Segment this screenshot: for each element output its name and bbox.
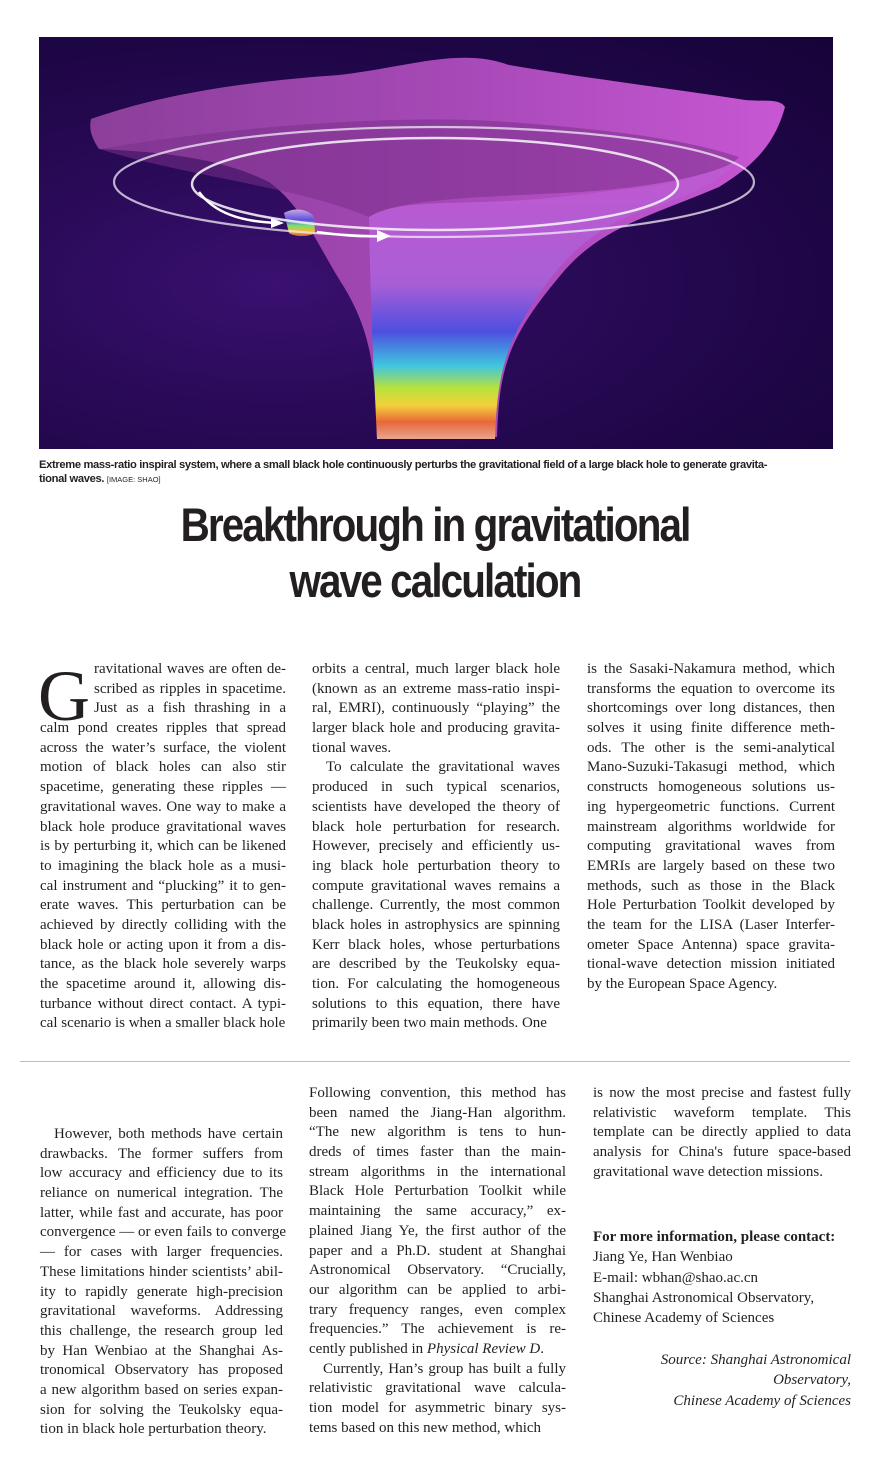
contact-block — [593, 1227, 853, 1328]
article-line: — for cases with larger frequencies. — [40, 1244, 283, 1261]
article-line: erate waves. This perturbation can be — [40, 897, 286, 914]
article-line: latter, while fast and accurate, has poor — [40, 1204, 283, 1221]
article-column-5 — [309, 1084, 566, 1438]
article-line: scientists have developed the theory of — [312, 798, 560, 815]
article-line: challenge. Currently, the most common — [312, 897, 560, 914]
source-credit — [593, 1350, 851, 1411]
article-line: ing hypergeometric functions. Current — [587, 798, 835, 815]
article-column-4 — [40, 1125, 287, 1440]
article-line: tion model for asymmetric binary sys- — [309, 1400, 566, 1416]
headline — [61, 497, 809, 609]
caption-text: Extreme mass-ratio inspiral system, where a small black hole continuously perturbs the gravitational field of a large black hole to generate gravita- — [39, 459, 768, 471]
article-line: calm pond creates ripples that spread — [40, 720, 286, 737]
article-line: tance, as the black hole severely warps — [40, 956, 286, 973]
article-line: is the Sasaki-Nakamura method, which — [587, 661, 835, 677]
headline-line-2: wave calculation — [289, 554, 581, 607]
article-line: achieved by directly colliding with the — [40, 916, 286, 933]
article-line: gravitational wave detection missions. — [593, 1163, 823, 1180]
article-line: ing black hole perturbation theory to — [312, 857, 560, 874]
article-line: gravitational waveforms. Addressing — [40, 1303, 283, 1320]
article-line: “The new algorithm is tens to hun- — [309, 1124, 566, 1141]
article-line: cently published in Physical Review D. — [309, 1340, 544, 1357]
article-line: larger black hole and producing gravita- — [312, 720, 560, 737]
article-line: Hole Perturbation Toolkit developed by — [587, 897, 835, 914]
article-column-2 — [312, 660, 560, 1034]
article-line: to imagining the black hole as a musi- — [40, 857, 286, 874]
article-line: trary frequency ranges, even complex — [309, 1301, 566, 1318]
article-line: ity to rapidly generate high-precision — [40, 1283, 283, 1300]
article-line: cal scenario is when a smaller black hole — [40, 1015, 286, 1032]
article-line: frequencies.” The achievement is re- — [309, 1321, 566, 1338]
contact-names: Jiang Ye, Han Wenbiao — [593, 1249, 733, 1266]
source-line-2: Observatory, — [773, 1372, 851, 1389]
article-line: black holes in astrophysics are spinning — [312, 916, 560, 933]
article-line: orbits a central, much larger black hole — [312, 661, 560, 677]
article-line: are described by the Teukolsky equa- — [312, 956, 560, 973]
article-line: stream algorithms in the international — [309, 1163, 566, 1180]
article-line: dreds of times faster than the main- — [309, 1144, 566, 1161]
headline-line-1: Breakthrough in gravitational — [180, 498, 690, 551]
article-line: cal instrument and “plucking” it to gen- — [40, 877, 286, 894]
article-line: is by perturbing it, which can be likened — [40, 838, 286, 855]
article-line: the team for the LISA (Laser Interfer- — [587, 916, 835, 933]
article-line: compute gravitational waves remains a — [312, 877, 560, 894]
hero-illustration — [39, 37, 833, 449]
article-line: turbance without direct contact. A typi- — [40, 995, 286, 1012]
article-line: spacetime, generating these ripples — — [40, 779, 286, 796]
article-line: tional-wave detection mission initiated — [587, 956, 835, 973]
article-line: shortcomings over long distances, then — [587, 700, 835, 717]
article-line: relativistic gravitational wave calcula- — [309, 1380, 566, 1397]
article-line: Just as a fish thrashing in a — [94, 700, 286, 717]
article-line: Currently, Han’s group has built a fully — [323, 1360, 566, 1377]
article-line: (known as an extreme mass-ratio inspi- — [312, 680, 560, 697]
article-line: ravitational waves are often de- — [94, 661, 286, 677]
article-line: computing gravitational waves from — [587, 838, 835, 855]
article-line: EMRIs are largely based on these two — [587, 857, 835, 874]
article-line: reliance on numerical integration. The — [40, 1185, 283, 1202]
article-line: transforms the equation to overcome its — [587, 680, 835, 697]
contact-org-2: Chinese Academy of Sciences — [593, 1310, 775, 1327]
article-column-3 — [587, 660, 835, 995]
image-caption — [39, 458, 839, 487]
article-line: is now the most precise and fastest fully — [593, 1085, 851, 1101]
article-line: primarily been two main methods. One — [312, 1015, 547, 1032]
article-line: solves it using finite difference meth- — [587, 720, 835, 737]
article-line: solutions to this equation, there have — [312, 995, 560, 1012]
article-line: template can be directly applied to data — [593, 1124, 851, 1141]
article-line: the spacetime around it, allowing dis- — [40, 976, 286, 992]
article-line: across the water’s surface, the violent — [40, 739, 286, 756]
article-line: ral, EMRI), continuously “playing” the — [312, 700, 560, 717]
article-line: These limitations hinder scientists’ abil- — [40, 1263, 283, 1280]
funnel-surface — [90, 58, 785, 439]
article-line: However, precisely and efficiently us- — [312, 838, 560, 855]
article-line: gravitational waves. One way to make a — [40, 798, 286, 815]
article-line: Black Hole Perturbation Toolkit while — [309, 1183, 566, 1200]
article-line: Following convention, this method has — [309, 1085, 566, 1101]
article-column-6 — [593, 1084, 851, 1182]
article-line: black hole or acting upon it from a dis- — [40, 936, 286, 953]
article-line: sion for solving the Teukolsky equa- — [40, 1401, 283, 1418]
contact-email[interactable]: E-mail: wbhan@shao.ac.cn — [593, 1269, 759, 1286]
article-line: tronomical Observatory has proposed — [40, 1362, 283, 1379]
article-line: paper and a Ph.D. student at Shanghai — [309, 1242, 566, 1259]
article-line: motion of black holes can also stir — [40, 759, 286, 776]
article-line: scribed as ripples in spacetime. — [94, 680, 286, 697]
article-line: To calculate the gravitational waves — [326, 759, 560, 776]
emri-illustration — [39, 37, 833, 449]
article-line: ometer Space Antenna) space gravita- — [587, 936, 835, 953]
article-line: tems based on this new method, which — [309, 1419, 542, 1436]
article-line: relativistic waveform template. This — [593, 1104, 851, 1121]
article-line: a new algorithm based on series expan- — [40, 1381, 283, 1398]
article-line: plained Jiang Ye, the first author of the — [309, 1222, 566, 1239]
article-line: tional waves. — [312, 739, 392, 756]
article-line: convergence — or even fails to converge — [40, 1224, 287, 1241]
article-line: tion in black hole perturbation theory. — [40, 1421, 267, 1438]
article-line: methods, such as those in the Black — [587, 877, 835, 894]
article-line: tion. For calculating the homogeneous — [312, 976, 560, 992]
article-column-1 — [38, 656, 286, 1034]
article-line: mainstream algorithms worldwide for — [587, 818, 835, 835]
article-line: drawbacks. The former suffers from — [40, 1145, 283, 1162]
section-divider — [20, 1061, 850, 1062]
article-line: ods. The other is the semi-analytical — [587, 739, 835, 756]
article-line: Mano-Suzuki-Takasugi method, which — [587, 759, 835, 776]
article-line: by Han Wenbiao at the Shanghai As- — [40, 1342, 283, 1359]
article-line: Kerr black holes, whose perturbations — [312, 936, 560, 953]
article-line: produced in such typical scenarios, — [312, 779, 560, 796]
article-line: analysis for China's future space-based — [593, 1144, 851, 1161]
article-line: this challenge, the research group led — [40, 1322, 283, 1339]
image-credit: [IMAGE: SHAO] — [106, 475, 161, 484]
contact-org-1: Shanghai Astronomical Observatory, — [593, 1289, 815, 1306]
article-line: However, both methods have certain — [54, 1126, 283, 1142]
article-line: Astronomical Observatory. “Crucially, — [309, 1262, 566, 1279]
article-line: been named the Jiang-Han algorithm. — [309, 1104, 566, 1121]
article-line: by the European Space Agency. — [587, 976, 778, 992]
contact-heading: For more information, please contact: — [593, 1229, 836, 1245]
article-line: black hole produce gravitational waves — [40, 818, 286, 835]
article-line: black hole perturbation for research. — [312, 818, 560, 835]
journal-name: Physical Review D — [426, 1340, 541, 1357]
article-line: our algorithm can be applied to arbi- — [309, 1281, 566, 1298]
article-line: constructs homogeneous solutions us- — [587, 779, 835, 796]
article-line: low accuracy and efficiency due to its — [40, 1165, 283, 1182]
source-line-1: Source: Shanghai Astronomical — [660, 1352, 851, 1368]
source-line-3: Chinese Academy of Sciences — [673, 1392, 851, 1409]
caption-text-cont: tional waves. — [39, 473, 105, 485]
drop-cap: G — [38, 656, 90, 736]
article-line: maintaining the same accuracy,” ex- — [309, 1203, 566, 1220]
